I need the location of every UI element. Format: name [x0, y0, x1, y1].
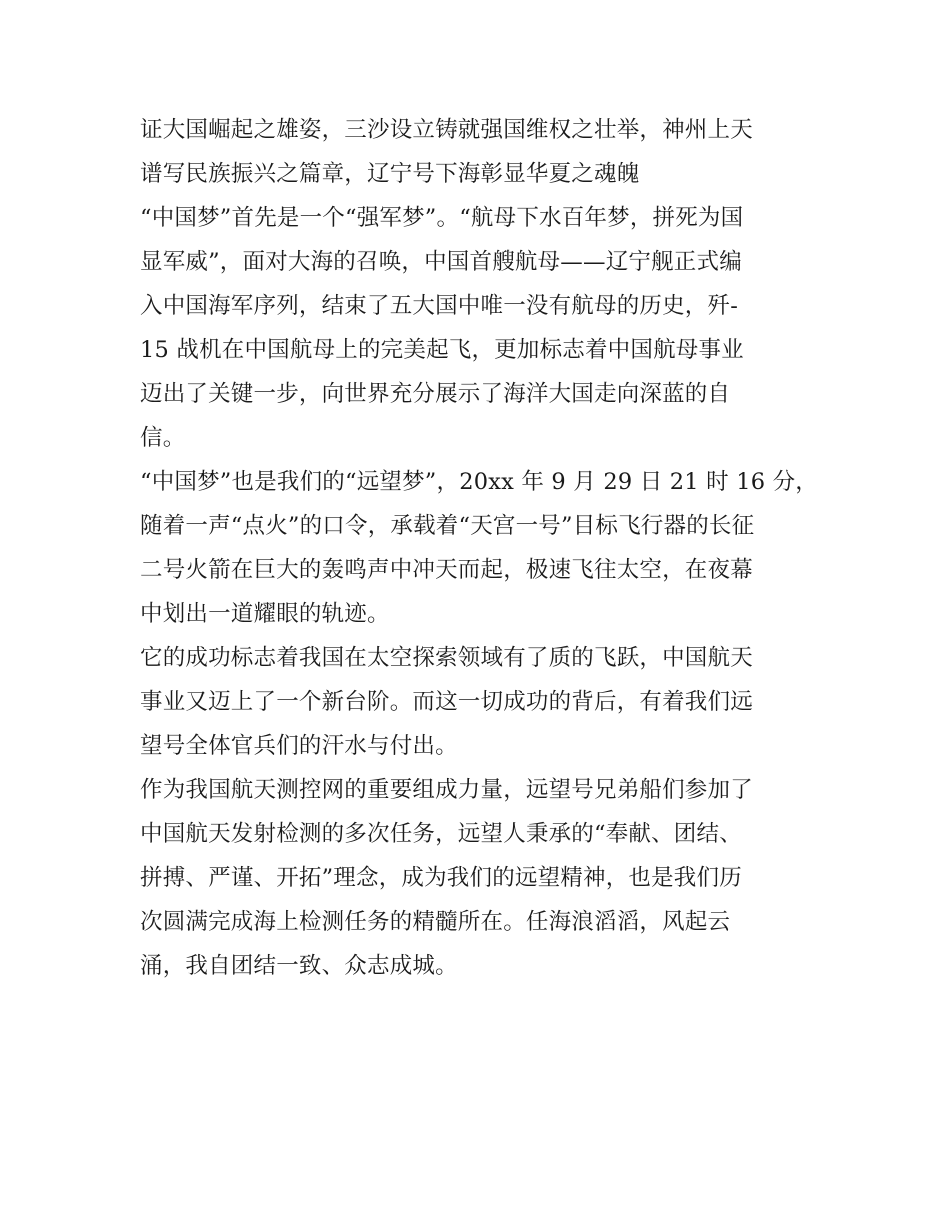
text-line: 次圆满完成海上检测任务的精髓所在。任海浪滔滔，风起云: [140, 909, 731, 935]
text-line: 中划出一道耀眼的轨迹。: [140, 601, 390, 627]
paragraph-3: [140, 460, 820, 636]
text-line: 随着一声“点火”的口令，承载着“天宫一号”目标飞行器的长征: [140, 513, 755, 539]
text-line: 谱写民族振兴之篇章，辽宁号下海彰显华夏之魂魄: [140, 161, 640, 187]
text-line: 证大国崛起之雄姿，三沙设立铸就强国维权之壮举，神州上天: [140, 117, 753, 143]
text-line: 拼搏、严谨、开拓”理念，成为我们的远望精神，也是我们历: [140, 865, 742, 891]
text-line: 作为我国航天测控网的重要组成力量，远望号兄弟船们参加了: [140, 777, 753, 803]
document-body: [140, 108, 820, 988]
text-line: “中国梦”首先是一个“强军梦”。“航母下水百年梦，拼死为国: [140, 205, 744, 231]
text-line: 望号全体官兵们的汗水与付出。: [140, 733, 458, 759]
text-line: 涌，我自团结一致、众志成城。: [140, 953, 458, 979]
text-line: 显军威”，面对大海的召唤，中国首艘航母——辽宁舰正式编: [140, 249, 742, 275]
text-line: 信。: [140, 425, 186, 451]
text-line: “中国梦”也是我们的“远望梦”，20xx 年 9 月 29 日 21 时 16 分，: [140, 469, 818, 495]
text-line: 二号火箭在巨大的轰鸣声中冲天而起，极速飞往太空，在夜幕: [140, 557, 753, 583]
text-line: 它的成功标志着我国在太空探索领域有了质的飞跃，中国航天: [140, 645, 753, 671]
text-line: 迈出了关键一步，向世界充分展示了海洋大国走向深蓝的自: [140, 381, 731, 407]
text-line: 事业又迈上了一个新台阶。而这一切成功的背后，有着我们远: [140, 689, 753, 715]
paragraph-1: [140, 108, 820, 196]
paragraph-2: [140, 196, 820, 460]
text-line: 15 战机在中国航母上的完美起飞，更加标志着中国航母事业: [140, 337, 744, 363]
paragraph-5: [140, 768, 820, 988]
text-line: 中国航天发射检测的多次任务，远望人秉承的“奉献、团结、: [140, 821, 742, 847]
paragraph-4: [140, 636, 820, 768]
text-line: 入中国海军序列，结束了五大国中唯一没有航母的历史，歼-: [140, 293, 739, 319]
